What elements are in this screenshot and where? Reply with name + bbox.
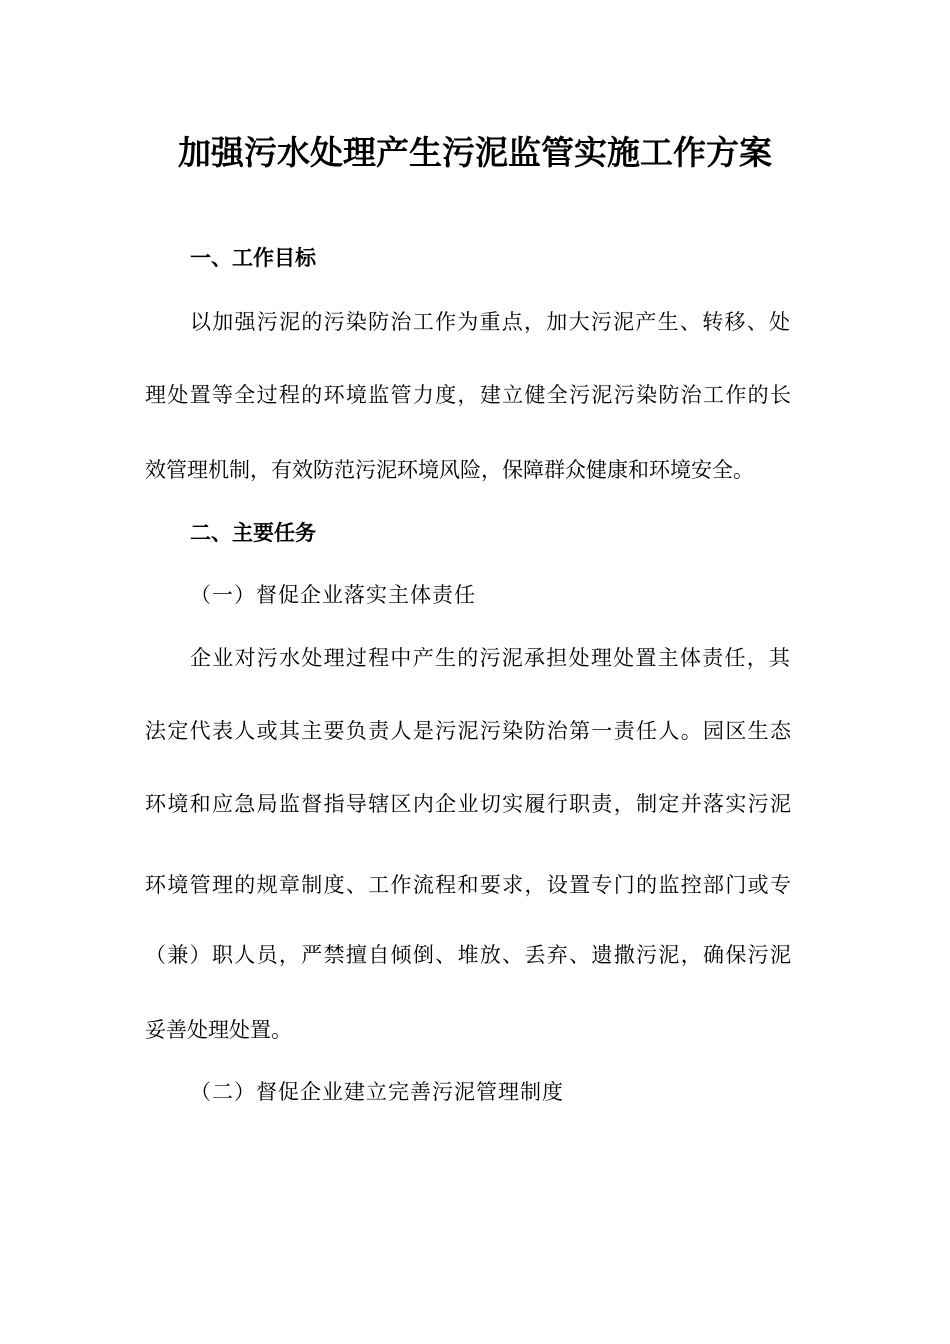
task1-paragraph-line-5: （兼）职人员，严禁擅自倾倒、堆放、丢弃、遗撒污泥，确保污泥 [145, 943, 791, 967]
task1-paragraph-line-6: 妥善处理处置。 [145, 1018, 292, 1042]
task1-paragraph-line-1: 企业对污水处理过程中产生的污泥承担处理处置主体责任，其 [190, 646, 790, 670]
subsection-heading-2: （二）督促企业建立完善污泥管理制度 [190, 1080, 564, 1104]
subsection-heading-1: （一）督促企业落实主体责任 [190, 583, 476, 607]
task1-paragraph-line-3: 环境和应急局监督指导辖区内企业切实履行职责，制定并落实污泥 [145, 792, 791, 816]
document-title: 加强污水处理产生污泥监管实施工作方案 [178, 133, 772, 172]
task1-paragraph-line-2: 法定代表人或其主要负责人是污泥污染防治第一责任人。园区生态 [145, 719, 791, 743]
goal-paragraph-line-2: 理处置等全过程的环境监管力度，建立健全污泥污染防治工作的长 [145, 383, 791, 407]
goal-paragraph-line-3: 效管理机制，有效防范污泥环境风险，保障群众健康和环境安全。 [145, 458, 754, 482]
task1-paragraph-line-4: 环境管理的规章制度、工作流程和要求，设置专门的监控部门或专 [145, 873, 791, 897]
section-heading-goal: 一、工作目标 [190, 246, 316, 270]
goal-paragraph-line-1: 以加强污泥的污染防治工作为重点，加大污泥产生、转移、处 [190, 310, 790, 334]
section-heading-tasks: 二、主要任务 [190, 521, 316, 545]
